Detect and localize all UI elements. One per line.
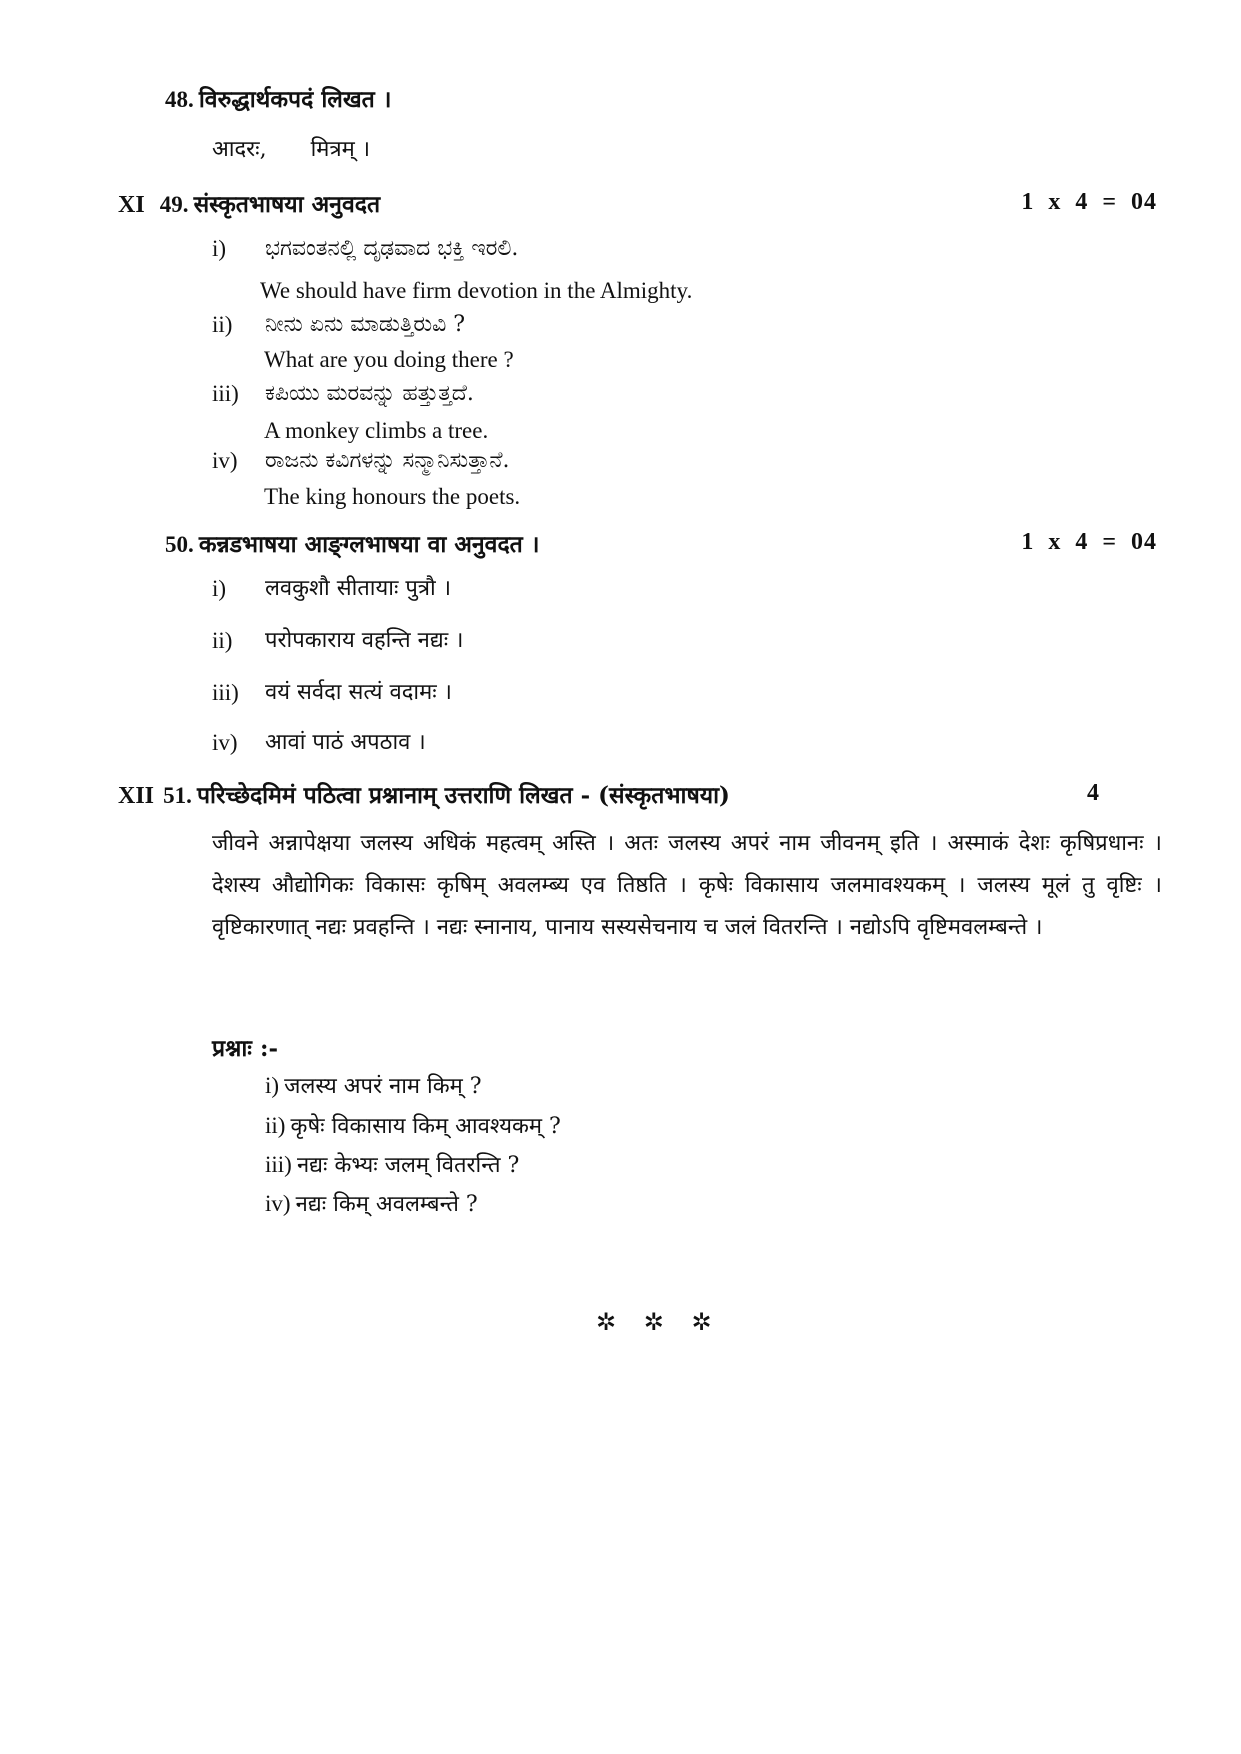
sanskrit-sentence: वयं सर्वदा सत्यं वदामः । [265,680,453,705]
item-label: i) [212,236,227,261]
sanskrit-sentence: परोपकाराय वहन्ति नद्यः । [265,628,464,653]
comprehension-passage: जीवने अन्नापेक्षया जलस्य अधिकं महत्वम् अस्ति । अतः जलस्य अपरं नाम जीवनम् इति । अस्माकं देशः कृषिप्रधानः । देशस्य औद्योगिकः विकासः कृषिम् अवलम्ब्य एव तिष्ठति । कृषेः विकासाय जलमावश्यकम् । जलस्य मूलं तु वृष्टिः । वृष्टिकारणात् नद्यः प्रवहन्ति । नद्यः स्नानाय, पानाय सस्यसेचनाय च जलं वितरन्ति । नद्योऽपि वृष्टिमवलम्बन्ते । [212,831,1162,940]
q49-heading [118,187,380,219]
english-translation: We should have firm devotion in the Almighty. [260,278,693,303]
question-text: नद्यः केभ्यः जलम् वितरन्ति ? [296,1153,520,1178]
marks: 1 x 4 = 04 [1021,189,1157,215]
item-label: i) [212,576,227,601]
item-label: ii) [212,312,233,337]
word: मित्रम् । [310,137,371,162]
item-label: iv) [212,448,238,473]
english-translation: What are you doing there ? [264,347,514,372]
section-label: XII [118,783,155,809]
end-marker-stars: ✲ ✲ ✲ [596,1308,722,1336]
question-text: नद्यः किम् अवलम्बन्ते ? [295,1192,478,1217]
section-label: XI [118,192,145,218]
kannada-sentence: ರಾಜನು ಕವಿಗಳನ್ನು ಸನ್ಮಾನಿಸುತ್ತಾನೆ. [265,448,510,473]
question-title: संस्कृतभाषया अनुवदत [193,191,381,218]
question-title: विरुद्धार्थकपदं लिखत । [198,86,392,113]
question-number: 48. [165,87,194,112]
item-label: iii) [212,680,239,705]
q51-heading [118,778,730,810]
question-item [265,1070,482,1100]
item-label: iv) [265,1191,291,1216]
question-number: 49. [159,192,189,217]
question-title: परिच्छेदमिमं पठित्वा प्रश्नानाम् उत्तराणि लिखत - (संस्कृतभाषया) [196,782,730,809]
question-number: 51. [163,783,192,808]
marks: 1 x 4 = 04 [1021,529,1157,555]
kannada-sentence: ಕಪಿಯು ಮರವನ್ನು ಹತ್ತುತ್ತದೆ. [265,381,474,406]
word: आदरः, [212,137,267,162]
question-text: कृषेः विकासाय किम् आवश्यकम् ? [290,1114,561,1139]
sanskrit-sentence: आवां पाठं अपठाव । [265,730,426,755]
sanskrit-sentence: लवकुशौ सीतायाः पुत्रौ । [265,576,452,601]
item-label: iv) [212,730,238,755]
q48-heading [165,82,392,114]
english-translation: A monkey climbs a tree. [264,418,489,443]
question-item [265,1110,561,1140]
item-label: i) [265,1073,280,1098]
question-title: कन्नडभाषया आङ्ग्लभाषया वा अनुवदत । [198,531,540,558]
question-item [265,1188,478,1218]
item-label: ii) [212,628,233,653]
kannada-sentence: ಭಗವಂತನಲ್ಲಿ ದೃಢವಾದ ಭಕ್ತಿ ಇರಲಿ. [265,236,519,261]
english-translation: The king honours the poets. [264,484,521,509]
question-item [265,1149,519,1179]
kannada-sentence: ನೀನು ಏನು ಮಾಡುತ್ತಿರುವಿ ? [265,312,466,337]
item-label: iii) [212,381,239,406]
item-label: iii) [265,1152,292,1177]
item-label: ii) [265,1113,286,1138]
question-text: जलस्य अपरं नाम किम् ? [284,1074,482,1099]
q48-words [212,133,370,163]
questions-heading: प्रश्नाः :- [212,1035,278,1062]
question-number: 50. [165,532,194,557]
q50-heading [165,527,540,559]
marks: 4 [1087,780,1100,806]
